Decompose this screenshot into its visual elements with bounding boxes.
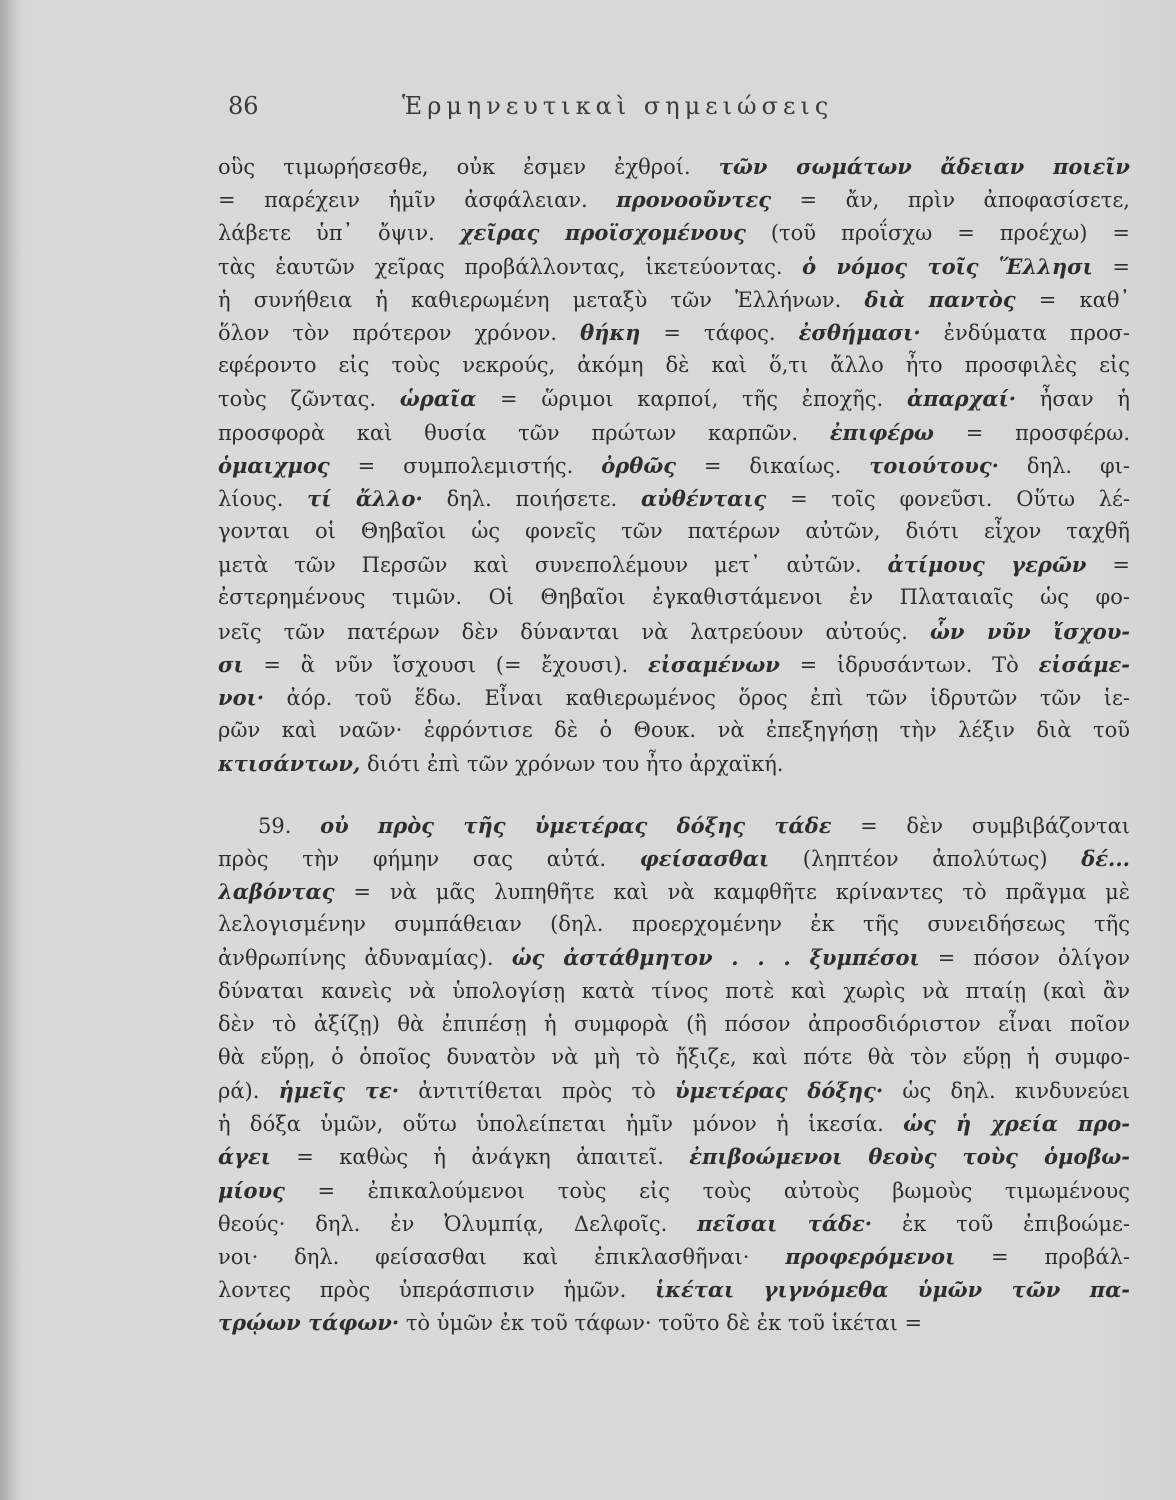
gloss-text: δηλ. ποιήσετε. [422,486,641,511]
paragraph-1 [218,150,1130,781]
gloss-text: ἀνθρωπίνης ἀδυναμίας). [218,946,512,971]
text-line [218,382,1130,415]
gloss-text: (ληπτέον ἀπολύτως) [769,846,1082,871]
gloss-text: = προσφέρω. [933,420,1130,445]
text-line [218,648,1130,681]
text-line [218,941,1130,974]
gloss-text: οὓς τιμωρήσεσθε, οὐκ ἐσμεν ἐχθροί. [218,155,719,179]
gloss-text: ἐκ τοῦ ἐπιβοώμε- [872,1211,1130,1236]
gloss-text: γονται οἱ Θηβαῖοι ὡς φονεῖς τῶν πατέρων αὐτῶν, διότι εἶχον ταχθῆ [218,519,1130,544]
lemma-term: ὧν νῦν ἴσχου- [929,618,1130,644]
lemma-term: εἰσαμένων [647,651,780,677]
lemma-term: ὡς ἀστάθμητον . . . ξυμπέσοι [511,945,920,971]
text-line [218,316,1130,349]
lemma-term: τρῴων τάφων· [218,1310,400,1336]
lemma-term: προνοοῦντες [616,187,771,213]
gloss-text: ἀόρ. τοῦ ἕδω. Εἶναι καθιερωμένος ὅρος ἐπὶ τῶν ἱδρυτῶν τῶν ἱε- [264,686,1130,710]
gloss-text: ἐστερημένους τιμῶν. Οἱ Θηβαῖοι ἐγκαθιστάμενοι ἐν Πλαταιαῖς ὡς φο- [218,585,1130,610]
text-line [218,548,1130,581]
gloss-text: ὅλον τὸν πρότερον χρόνον. [218,320,581,345]
lemma-term: εἰσάμε- [1038,651,1130,677]
lemma-term: σι [218,651,244,677]
lemma-term: ἐσθήμασι· [798,319,921,345]
gloss-text: = συμπολεμιστής. [329,453,602,478]
lemma-term: δέ... [1081,845,1130,871]
lemma-term: τοιούτους· [869,452,999,478]
gloss-text: τὸ ὑμῶν ἐκ τοῦ τάφων· τοῦτο δὲ ἐκ τοῦ ἱκέται = [399,1311,923,1336]
gloss-text: μετὰ τῶν Περσῶν καὶ συνεπολέμουν μετ᾽ αὐτῶν. [218,553,888,578]
text-line [218,449,1130,482]
gloss-text: τὰς ἑαυτῶν χεῖρας προβάλλοντας, ἱκετεύοντας. [218,254,803,279]
lemma-term: ὡς ἡ χρεία προ- [903,1111,1130,1137]
gloss-text: νοι· δηλ. φείσασθαι καὶ ἐπικλασθῆναι· [218,1245,786,1269]
text-line [218,581,1130,614]
text-line [218,615,1130,648]
gloss-text: = νὰ μᾶς λυπηθῆτε καὶ νὰ καμφθῆτε κρίναντες τὸ πρᾶγμα μὲ [334,879,1130,904]
text-line [218,482,1130,515]
gloss-text: = ἐπικαλούμενοι τοὺς εἰς τοὺς αὐτοὺς βωμοὺς τιμωμένους [284,1178,1130,1203]
gloss-text: λοντες πρὸς ὑπεράσπισιν ἡμῶν. [218,1278,656,1303]
gloss-text: δηλ. φι- [998,453,1130,478]
text-line [218,183,1130,216]
lemma-term: ἱκέται γιγνόμεθα ὑμῶν τῶν πα- [655,1277,1130,1303]
gloss-text: ὡς δηλ. κινδυνεύει [883,1079,1130,1104]
gloss-text: = [1086,553,1130,578]
page-number: 86 [228,92,259,120]
gloss-text: ἦσαν ἡ [1016,387,1130,412]
text-line [218,1273,1130,1306]
gloss-text: διότι ἐπὶ τῶν χρόνων του ἦτο ἀρχαϊκή. [360,752,784,777]
gloss-text: = τοῖς φονεῦσι. Οὕτω λέ- [766,486,1130,511]
gloss-text: προσφορὰ καὶ θυσία τῶν πρώτων καρπῶν. [218,420,830,445]
page-spine-shadow [0,0,22,1500]
lemma-term: ὁμαιχμος [218,452,330,478]
gloss-text: λελογισμένην συμπάθειαν (δηλ. προερχομένην ἐκ τῆς συνειδήσεως τῆς [218,912,1130,937]
text-line [218,416,1130,449]
text-line [218,1074,1130,1107]
text-line [218,1140,1130,1173]
text-line [218,283,1130,316]
text-line [218,1008,1130,1041]
lemma-term: νοι· [218,685,265,710]
gloss-text: θεούς· δηλ. ἐν Ὀλυμπίᾳ, Δελφοῖς. [218,1211,698,1236]
gloss-text: ἡ δόξα ὑμῶν, οὕτω ὑπολείπεται ἡμῖν μόνον ἡ ἱκεσία. [218,1112,904,1137]
gloss-text: λίους. [218,486,308,511]
lemma-term: οὐ πρὸς τῆς ὑμετέρας δόξης τάδε [320,812,832,838]
gloss-text: = δικαίως. [675,453,870,478]
gloss-text: εφέροντο εἰς τοὺς νεκρούς, ἀκόμη δὲ καὶ ὅ,τι ἄλλο ἦτο προσφιλὲς εἰς [218,353,1130,378]
lemma-term: λαβόντας [218,878,335,904]
text-line [218,875,1130,908]
lemma-term: μίους [218,1177,285,1203]
gloss-text: = ἄν, πρὶν ἀποφασίσετε, [771,188,1130,213]
lemma-term: τῶν σωμάτων ἄδειαν ποιεῖν [718,154,1130,179]
text-line [218,747,1130,780]
text-line [218,349,1130,382]
gloss-text: δὲν τὸ ἀξίζῃ) θὰ ἐπιπέσῃ ἡ συμφορὰ (ἢ πόσον ἀπροσδιόριστον εἶναι ποῖον [218,1011,1130,1036]
text-line [218,1174,1130,1207]
gloss-text: (τοῦ προΐσχω = προέχω) = [745,221,1130,246]
gloss-text: = ὥριμοι καρποί, τῆς ἐποχῆς. [476,387,907,412]
lemma-term: χεῖρας προϊσχομένους [459,220,746,246]
lemma-term: ἀτίμους γερῶν [887,552,1087,578]
text-line [218,842,1130,875]
text-line [218,1306,1130,1339]
gloss-text: 59. [258,813,321,838]
text-line [218,1041,1130,1074]
gloss-text: = δὲν συμβιβάζονται [831,813,1130,838]
text-line [218,681,1130,714]
text-line [218,1107,1130,1140]
lemma-term: αὐθένταις [640,485,767,511]
lemma-term: ὁ νόμος τοῖς Ἕλλησι [802,253,1093,279]
lemma-term: διὰ παντὸς [864,286,1016,312]
text-line [218,809,1130,842]
gloss-text: τοὺς ζῶντας. [218,387,400,412]
lemma-term: προφερόμενοι [785,1244,956,1269]
gloss-text: = καθὼς ἡ ἀνάγκη ἀπαιτεῖ. [270,1145,690,1170]
text-line [218,908,1130,941]
text-line [218,1240,1130,1273]
lemma-term: ὑμετέρας δόξης· [674,1078,884,1104]
text-line [218,1207,1130,1240]
paragraph-2 [218,809,1130,1340]
lemma-term: ὡραῖα [399,386,477,412]
lemma-term: ἡμεῖς τε· [278,1078,400,1104]
text-line [218,250,1130,283]
gloss-text: ἡ συνήθεια ἡ καθιερωμένη μεταξὺ τῶν Ἑλλήνων. [218,287,865,312]
text-line [218,216,1130,249]
gloss-text: = προβάλ- [955,1245,1130,1269]
gloss-text: = καθ᾽ [1015,287,1130,312]
gloss-text: δύναται κανεὶς νὰ ὑπολογίσῃ κατὰ τίνος ποτὲ καὶ χωρὶς νὰ πταίῃ (καὶ ἂν [218,978,1130,1003]
gloss-text: = [1092,254,1130,279]
lemma-term: ὀρθῶς [601,452,676,478]
text-line [218,714,1130,747]
lemma-term: άγει [218,1144,271,1170]
gloss-text: λάβετε ὑπ᾽ ὄψιν. [218,221,460,246]
gloss-text: = παρέχειν ἡμῖν ἀσφάλειαν. [218,188,617,213]
lemma-term: ἐπιφέρω [829,419,934,445]
gloss-text: = τάφος. [640,320,799,345]
gloss-text: πρὸς τὴν φήμην σας αὐτά. [218,846,640,871]
lemma-term: κτισάντων, [218,751,361,777]
lemma-term: θήκη [580,319,641,345]
gloss-text: ἐνδύματα προσ- [920,320,1130,345]
gloss-text: νεῖς τῶν πατέρων δὲν δύνανται νὰ λατρεύουν αὐτούς. [218,619,930,644]
gloss-text: = ἱδρυσάντων. Τὸ [779,652,1039,677]
text-line [218,515,1130,548]
lemma-term: ἐπιβοώμενοι θεοὺς τοὺς ὁμοβω- [689,1144,1130,1170]
gloss-text: = ἃ νῦν ἴσχουσι (= ἔχουσι). [243,652,648,677]
text-line [218,150,1130,183]
gloss-text: ἀντιτίθεται πρὸς τὸ [399,1079,675,1104]
gloss-text: θὰ εὕρῃ, ὁ ὁποῖος δυνατὸν νὰ μὴ τὸ ἤξιζε, καὶ πότε θὰ τὸν εὕρῃ ἡ συμφο- [218,1044,1130,1069]
lemma-term: πεῖσαι τάδε· [697,1210,873,1236]
gloss-text: ρῶν καὶ ναῶν· ἐφρόντισε δὲ ὁ Θουκ. νὰ ἐπεξηγήσῃ τὴν λέξιν διὰ τοῦ [218,718,1130,743]
running-title: Ἑρμηνευτικαὶ σημειώσεις [402,92,834,120]
lemma-term: φείσασθαι [639,845,770,871]
page-header [228,92,1110,132]
gloss-text: = πόσον ὀλίγον [919,946,1130,971]
lemma-term: ἀπαρχαί· [906,386,1017,412]
gloss-text: ρά). [218,1079,279,1104]
body-text [218,150,1130,1340]
lemma-term: τί ἄλλο· [307,485,423,511]
text-line [218,975,1130,1008]
